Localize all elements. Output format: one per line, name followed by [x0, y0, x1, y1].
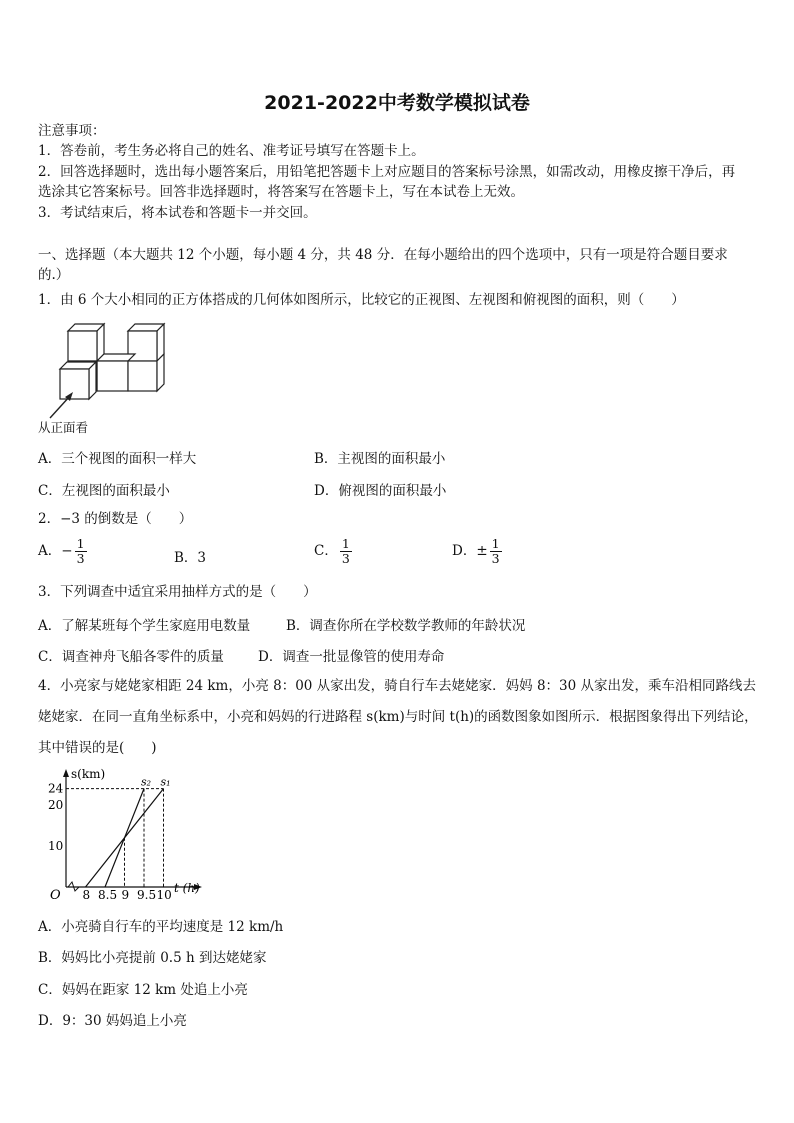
- q2-stem: 2．−3 的倒数是（ ）: [38, 511, 193, 527]
- q3-option-b: B．调查你所在学校数学教师的年龄状况: [286, 618, 526, 634]
- q1-stem: 1．由 6 个大小相同的正方体搭成的几何体如图所示，比较它的正视图、左视图和俯视图的面积，则（ ）: [38, 292, 685, 308]
- q1-option-a: A．三个视图的面积一样大: [38, 451, 197, 467]
- cube-front-face: [97, 361, 128, 391]
- y-tick-label: 10: [48, 839, 64, 853]
- q1-option-d: D．俯视图的面积最小: [314, 483, 447, 499]
- q1-cube-figure: [38, 318, 178, 438]
- q2-option-b: B．3: [174, 550, 207, 566]
- q2-option-c: C． $\frac{1}{3}$: [314, 536, 350, 566]
- origin-label: O: [50, 888, 61, 900]
- series-label: s₁: [160, 775, 171, 789]
- q3-option-c: C．调查神舟飞船各零件的质量: [38, 649, 224, 665]
- fraction: $\frac{1}{3}$: [76, 536, 85, 566]
- q2-option-a: A．− $\frac{1}{3}$: [38, 536, 85, 566]
- q4-stem-line3: 其中错误的是( ): [38, 740, 157, 756]
- q2-option-d: D．± $\frac{1}{3}$: [452, 536, 500, 566]
- q4-graph: [38, 766, 208, 900]
- q3-stem: 3．下列调查中适宜采用抽样方式的是（ ）: [38, 584, 317, 600]
- x-tick-label: 10: [156, 888, 172, 900]
- y-tick-label: 20: [48, 798, 64, 812]
- q4-stem-line1: 4．小亮家与姥姥家相距 24 km，小亮 8：00 从家出发，骑自行车去姥姥家．妈妈 8：30 从家出发，乘车沿相同路线去: [38, 678, 757, 694]
- q4-option-c: C．妈妈在距家 12 km 处追上小亮: [38, 982, 248, 998]
- fraction: $\frac{1}{3}$: [341, 536, 350, 566]
- q4-stem-line2: 姥姥家．在同一直角坐标系中，小亮和妈妈的行进路程 s(km)与时间 t(h)的函数图象如图所示．根据图象得出下列结论，: [38, 709, 758, 725]
- cube-front-face: [60, 369, 89, 399]
- x-tick-label: 9: [121, 888, 130, 900]
- cube-front-face: [68, 331, 97, 361]
- section-heading-line2: 的.）: [38, 267, 70, 283]
- t-axis-label: t (h): [174, 881, 200, 895]
- q4-option-d: D．9：30 妈妈追上小亮: [38, 1013, 187, 1029]
- q4-option-b: B．妈妈比小亮提前 0.5 h 到达姥姥家: [38, 950, 267, 966]
- section-heading-line1: 一、选择题（本大题共 12 个小题，每小题 4 分，共 48 分．在每小题给出的四个选项中，只有一项是符合题目要求: [38, 247, 728, 263]
- cube-side-face: [89, 362, 96, 399]
- x-tick-label: 8: [82, 888, 91, 900]
- notice-item-2-cont: 选涂其它答案标号。回答非选择题时，将答案写在答题卡上，写在本试卷上无效。: [38, 184, 524, 200]
- y-tick-label: 24: [48, 781, 64, 796]
- q1-option-b: B．主视图的面积最小: [314, 451, 446, 467]
- x-tick-label: 9.5: [137, 888, 157, 900]
- notice-item-2: 2．回答选择题时，选出每小题答案后，用铅笔把答题卡上对应题目的答案标号涂黑，如需改动，用橡皮擦干净后，再: [38, 164, 736, 180]
- cube-front-face: [128, 361, 157, 391]
- series-line: [105, 789, 144, 887]
- s-axis-arrow-icon: [63, 769, 69, 777]
- notice-heading: 注意事项：: [38, 123, 106, 139]
- notice-item-3: 3．考试结束后，将本试卷和答题卡一并交回。: [38, 205, 317, 221]
- q1-figure-label: 从正面看: [38, 420, 89, 435]
- notice-item-1: 1．答卷前，考生务必将自己的姓名、准考证号填写在答题卡上。: [38, 143, 425, 159]
- series-label: s₂: [141, 775, 152, 789]
- q3-option-d: D．调查一批显像管的使用寿命: [258, 649, 445, 665]
- page-title: 2021-2022中考数学模拟试卷: [264, 92, 530, 114]
- cube-side-face: [157, 354, 164, 391]
- q4-option-a: A．小亮骑自行车的平均速度是 12 km/h: [38, 919, 284, 935]
- q3-option-a: A．了解某班每个学生家庭用电数量: [38, 618, 251, 634]
- s-axis-label: s(km): [71, 767, 106, 781]
- x-tick-label: 8.5: [98, 888, 118, 900]
- cube-top-face: [97, 354, 135, 361]
- q1-option-c: C．左视图的面积最小: [38, 483, 170, 499]
- fraction: $\frac{1}{3}$: [491, 536, 500, 566]
